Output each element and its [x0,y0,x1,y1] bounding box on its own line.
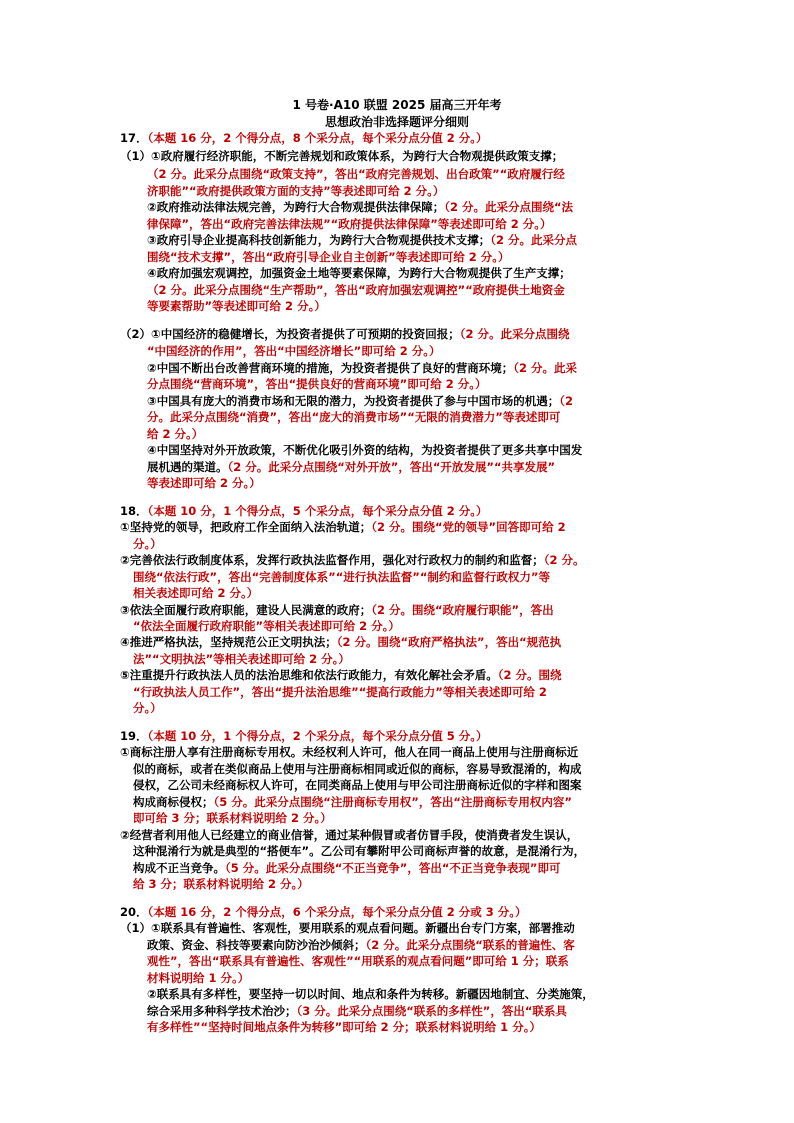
text-line [147,986,594,1002]
text-line [120,326,570,342]
scoring-note: （2 分。围绕 [497,668,562,682]
scoring-note: 观性”，答出“联系具有普遍性、客观性”“用联系的观点看问题”即可给 1 分；联系 [147,954,569,968]
text-line [147,409,560,425]
text-line [133,777,582,793]
scoring-note: （2 分。此采分点围绕“对外开放”，答出“开放发展”“共享发展” [227,460,556,474]
scoring-note: （2 分。此采分点 [490,233,577,247]
scoring-note: 分。） [133,537,162,551]
text-line [133,794,572,810]
text-line [133,843,585,859]
scoring-note: 有多样性”“坚持时间地点条件为转移”即可给 2 分；联系材料说明给 1 分。） [147,1020,541,1034]
scoring-note: （2 分。 [543,553,585,567]
text-line [120,920,575,936]
scoring-note: （2 分。此采分点围绕“法 [444,200,574,214]
scoring-note: 分。此采分点围绕“消费”，答出“庞大的消费市场”“无限的消费潜力”等表述即可 [147,410,561,424]
answer-text: ③政府引导企业提高科技创新能力，为跨行大合物观提供技术支撑； [147,233,491,247]
text-line [147,298,326,314]
document-title: 1 号卷·A10 联盟 2025 届高三开年考 [292,98,502,112]
scoring-note: 分。） [133,701,162,715]
text-line [133,651,350,667]
scoring-note: （本题 16 分，2 个得分点，8 个采分点，每个采分点分值 2 分。） [147,131,488,145]
answer-text: 综合采用多种科学技术治沙； [147,1004,297,1018]
scoring-note: 给 2 分。） [147,427,204,441]
scoring-note: （2 分。围绕“党的领导”回答即可给 2 [371,520,566,534]
text-line [120,130,488,146]
text-line [147,183,444,199]
text-line [133,536,162,552]
answer-text: ②政府推动法律法规完善，为跨行大合物观提供法律保障； [147,200,445,214]
scoring-note: 济职能”“政府提供政策方面的支持”等表述即可给 2 分。） [147,184,445,198]
scoring-note: 分点围绕“营商环境”，答出“提供良好的营商环境”即可给 2 分。） [147,377,487,391]
text-line [133,585,258,601]
scoring-note: 材料说明给 1 分。） [147,971,250,985]
text-line [133,761,582,777]
answer-text: ②经营者利用他人已经建立的商业信誉，通过某种假冒或者仿冒手段，使消费者发生误认， [120,828,579,842]
text-line [120,503,488,519]
answer-text: 政策、资金、科技等要素向防沙治沙倾斜； [147,938,366,952]
scoring-note: 围绕“技术支撑”，答出“政府引导企业自主创新”等表述即可给 2 分。） [147,250,510,264]
answer-text: 20． [120,905,148,919]
answer-text: ④中国坚持对外开放政策，不断优化吸引外资的结构，为投资者提供了更多共享中国发 [147,443,583,457]
text-line [120,519,566,535]
text-line [133,700,162,716]
text-line [147,282,565,298]
text-line [147,1003,567,1019]
text-line [147,393,573,409]
scoring-note: 等要素帮助”等表述即可给 2 分。） [147,299,326,313]
text-line [120,667,562,683]
text-line [147,953,569,969]
answer-text: 17． [120,131,148,145]
text-line [147,459,555,475]
text-line [147,475,261,491]
answer-text: 构成不正当竞争。 [133,861,225,875]
answer-text: ④推进严格执法，坚持规范公正文明执法； [120,635,337,649]
text-line [147,360,577,376]
text-line [147,166,565,182]
answer-text: ⑤注重提升行政执法人员的法治思维和依法行政能力，有效化解社会矛盾。 [120,668,498,682]
scoring-note: 围绕“依法行政”，答出“完善制度体系”“进行执法监督”“制约和监督行政权力”等 [133,570,550,584]
text-line [120,904,527,920]
text-line [133,569,550,585]
text-line [147,265,571,281]
text-line [120,728,488,744]
text-line [120,552,585,568]
scoring-note: 律保障”，答出“政府完善法律法规”“政府提供法律保障”等表述即可给 2 分。） [147,217,552,231]
answer-text: 这种混淆行为就是典型的“搭便车”。乙公司有攀附甲公司商标声誉的故意，是混淆行为， [133,844,586,858]
scoring-note: （2 分。围绕“政府严格执法”，答出“规范执 [336,635,562,649]
text-line [147,426,203,442]
scoring-note: （2 分。围绕“政府履行职能”，答出 [371,603,554,617]
scoring-note: （5 分。此采分点围绕“注册商标专用权”，答出“注册商标专用权内容” [213,795,572,809]
scoring-note: （2 分。此采分点围绕“政策支持”，答出“政府完善规划、出台政策”“政府履行经 [147,167,565,181]
answer-text: （2）①中国经济的稳健增长，为投资者提供了可预期的投资回报； [120,327,460,341]
answer-text: 展机遇的渠道。 [147,460,228,474]
answer-text: ④政府加强宏观调控，加强资金土地等要素保障，为跨行大合物观提供了生产支撑； [147,266,571,280]
text-line [120,148,563,164]
answer-text: ②完善依法行政制度体系，发挥行政执法监督作用，强化对行政权力的制约和监督； [120,553,544,567]
text-line [120,602,554,618]
scoring-note: 给 3 分；联系材料说明给 2 分。） [133,877,309,891]
text-line [147,442,582,458]
text-line [147,937,575,953]
text-line [147,216,552,232]
scoring-note: （2 [559,394,573,408]
text-line [147,970,249,986]
answer-text: ①商标注册人享有注册商标专用权。未经权利人许可，他人在同一商品上使用与注册商标近 [120,745,579,759]
answer-text: ②联系具有多样性，要坚持一切以时间、地点和条件为转移。新疆因地制宜、分类施策， [147,987,594,1001]
scoring-note: “行政执法人员工作”，答出“提升法治思维”“提高行政能力”等相关表述即可给 2 [133,685,547,699]
scoring-note: 相关表述即可给 2 分。） [133,586,259,600]
answer-text: ③依法全面履行政府职能，建设人民满意的政府； [120,603,372,617]
answer-text: 构成商标侵权； [133,795,214,809]
scoring-note: 等表述即可给 2 分。） [147,476,261,490]
text-line [133,684,547,700]
scoring-note: （5 分。此采分点围绕“不正当竞争”，答出“不正当竞争表现”即可 [225,861,561,875]
text-line [133,810,332,826]
scoring-note: （本题 10 分，1 个得分点，2 个采分点，每个采分点分值 5 分。） [147,729,488,743]
answer-text: 19． [120,729,148,743]
scoring-note: （本题 16 分，2 个得分点，6 个采分点，每个采分点分值 2 分或 3 分。） [147,905,527,919]
text-line [147,232,577,248]
answer-text: 18． [120,504,148,518]
text-line [120,744,578,760]
answer-text: ②中国不断出台改善营商环境的措施，为投资者提供了良好的营商环境； [147,361,514,375]
scoring-note: “中国经济的作用”，答出“中国经济增长”即可给 2 分。） [147,344,441,358]
answer-text: 侵权，乙公司未经商标权人许可，在同类商品上使用与甲公司注册商标近似的字样和图案 [133,778,582,792]
scoring-note: （2 分。此采分点围绕“联系的普遍性、客 [365,938,575,952]
scoring-note: （2 分。此采分点围绕“生产帮助”，答出“政府加强宏观调控”“政府提供土地资金 [147,283,565,297]
scoring-note: （2 分。此采分点围绕 [459,327,570,341]
text-line [147,249,510,265]
text-line [133,876,309,892]
scoring-note: “依法全面履行政府职能”等相关表述即可给 2 分。） [133,619,400,633]
answer-text: （1）①政府履行经济职能，不断完善规划和政策体系，为跨行大合物观提供政策支撑； [120,149,564,163]
text-line [147,343,441,359]
text-line [147,199,573,215]
answer-text: （1）①联系具有普遍性、客观性，要用联系的观点看问题。新疆出台专门方案，部署推动 [120,921,575,935]
text-line [147,1019,541,1035]
scoring-note: 法”“文明执法”等相关表述即可给 2 分。） [133,652,350,666]
answer-text: ③中国具有庞大的消费市场和无限的潜力，为投资者提供了参与中国市场的机遇； [147,394,560,408]
scoring-note: （2 分。此采 [513,361,577,375]
text-line [120,827,578,843]
text-line [120,634,561,650]
answer-text: ①坚持党的领导，把政府工作全面纳入法治轨道； [120,520,372,534]
text-line [133,618,400,634]
text-line [147,376,487,392]
text-line [133,860,561,876]
scoring-note: （3 分。此采分点围绕“联系的多样性”，答出“联系具 [296,1004,567,1018]
answer-text: 似的商标，或者在类似商品上使用与注册商标相同或近似的商标，容易导致混淆的，构成 [133,762,582,776]
document-subtitle: 思想政治非选择题评分细则 [324,115,469,129]
scoring-note: 即可给 3 分；联系材料说明给 2 分。） [133,811,332,825]
scoring-note: （本题 10 分，1 个得分点，5 个采分点，每个采分点分值 2 分。） [147,504,488,518]
